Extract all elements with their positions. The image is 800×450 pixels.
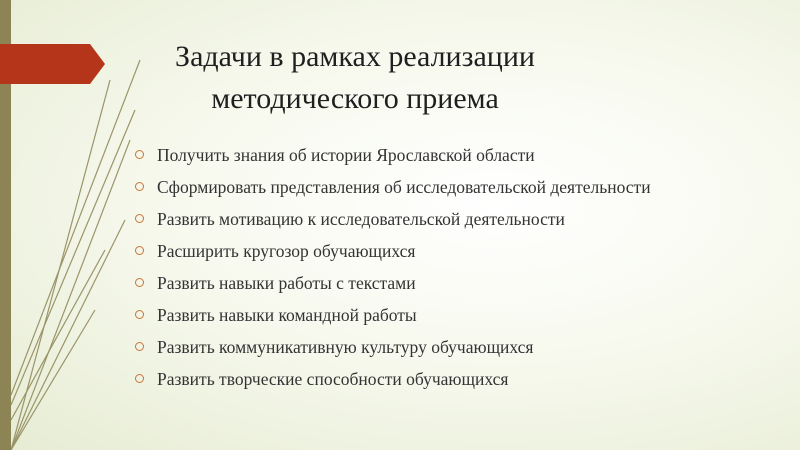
list-item bbox=[135, 207, 775, 231]
hollow-circle-bullet-icon bbox=[135, 182, 144, 191]
decor-line bbox=[11, 220, 125, 450]
task-bullet-list bbox=[135, 143, 775, 399]
hollow-circle-bullet-icon bbox=[135, 374, 144, 383]
title-line-1: Задачи в рамках реализации bbox=[175, 40, 535, 73]
list-item bbox=[135, 143, 775, 167]
red-arrow-icon bbox=[0, 44, 105, 84]
bullet-text: Развить мотивацию к исследовательской деятельности bbox=[157, 209, 565, 229]
hollow-circle-bullet-icon bbox=[135, 310, 144, 319]
list-item bbox=[135, 303, 775, 327]
hollow-circle-bullet-icon bbox=[135, 246, 144, 255]
hollow-circle-bullet-icon bbox=[135, 342, 144, 351]
bullet-text: Получить знания об истории Ярославской области bbox=[157, 145, 535, 165]
slide-title bbox=[120, 36, 590, 120]
bullet-text: Развить творческие способности обучающихся bbox=[157, 369, 509, 389]
decor-line bbox=[11, 310, 95, 450]
list-item bbox=[135, 367, 775, 391]
bullet-text: Развить навыки работы с текстами bbox=[157, 273, 416, 293]
list-item bbox=[135, 175, 775, 199]
bullet-text: Развить коммуникативную культуру обучающихся bbox=[157, 337, 534, 357]
decor-line bbox=[11, 250, 105, 420]
bullet-text: Развить навыки командной работы bbox=[157, 305, 417, 325]
decor-line bbox=[11, 80, 110, 450]
title-line-2: методического приема bbox=[211, 82, 499, 115]
bullet-text: Расширить кругозор обучающихся bbox=[157, 241, 416, 261]
decor-line bbox=[11, 110, 135, 405]
decor-line bbox=[11, 140, 130, 450]
bullet-text: Сформировать представления об исследовательской деятельности bbox=[157, 177, 651, 197]
list-item bbox=[135, 271, 775, 295]
hollow-circle-bullet-icon bbox=[135, 278, 144, 287]
hollow-circle-bullet-icon bbox=[135, 214, 144, 223]
list-item bbox=[135, 239, 775, 263]
hollow-circle-bullet-icon bbox=[135, 150, 144, 159]
list-item bbox=[135, 335, 775, 359]
